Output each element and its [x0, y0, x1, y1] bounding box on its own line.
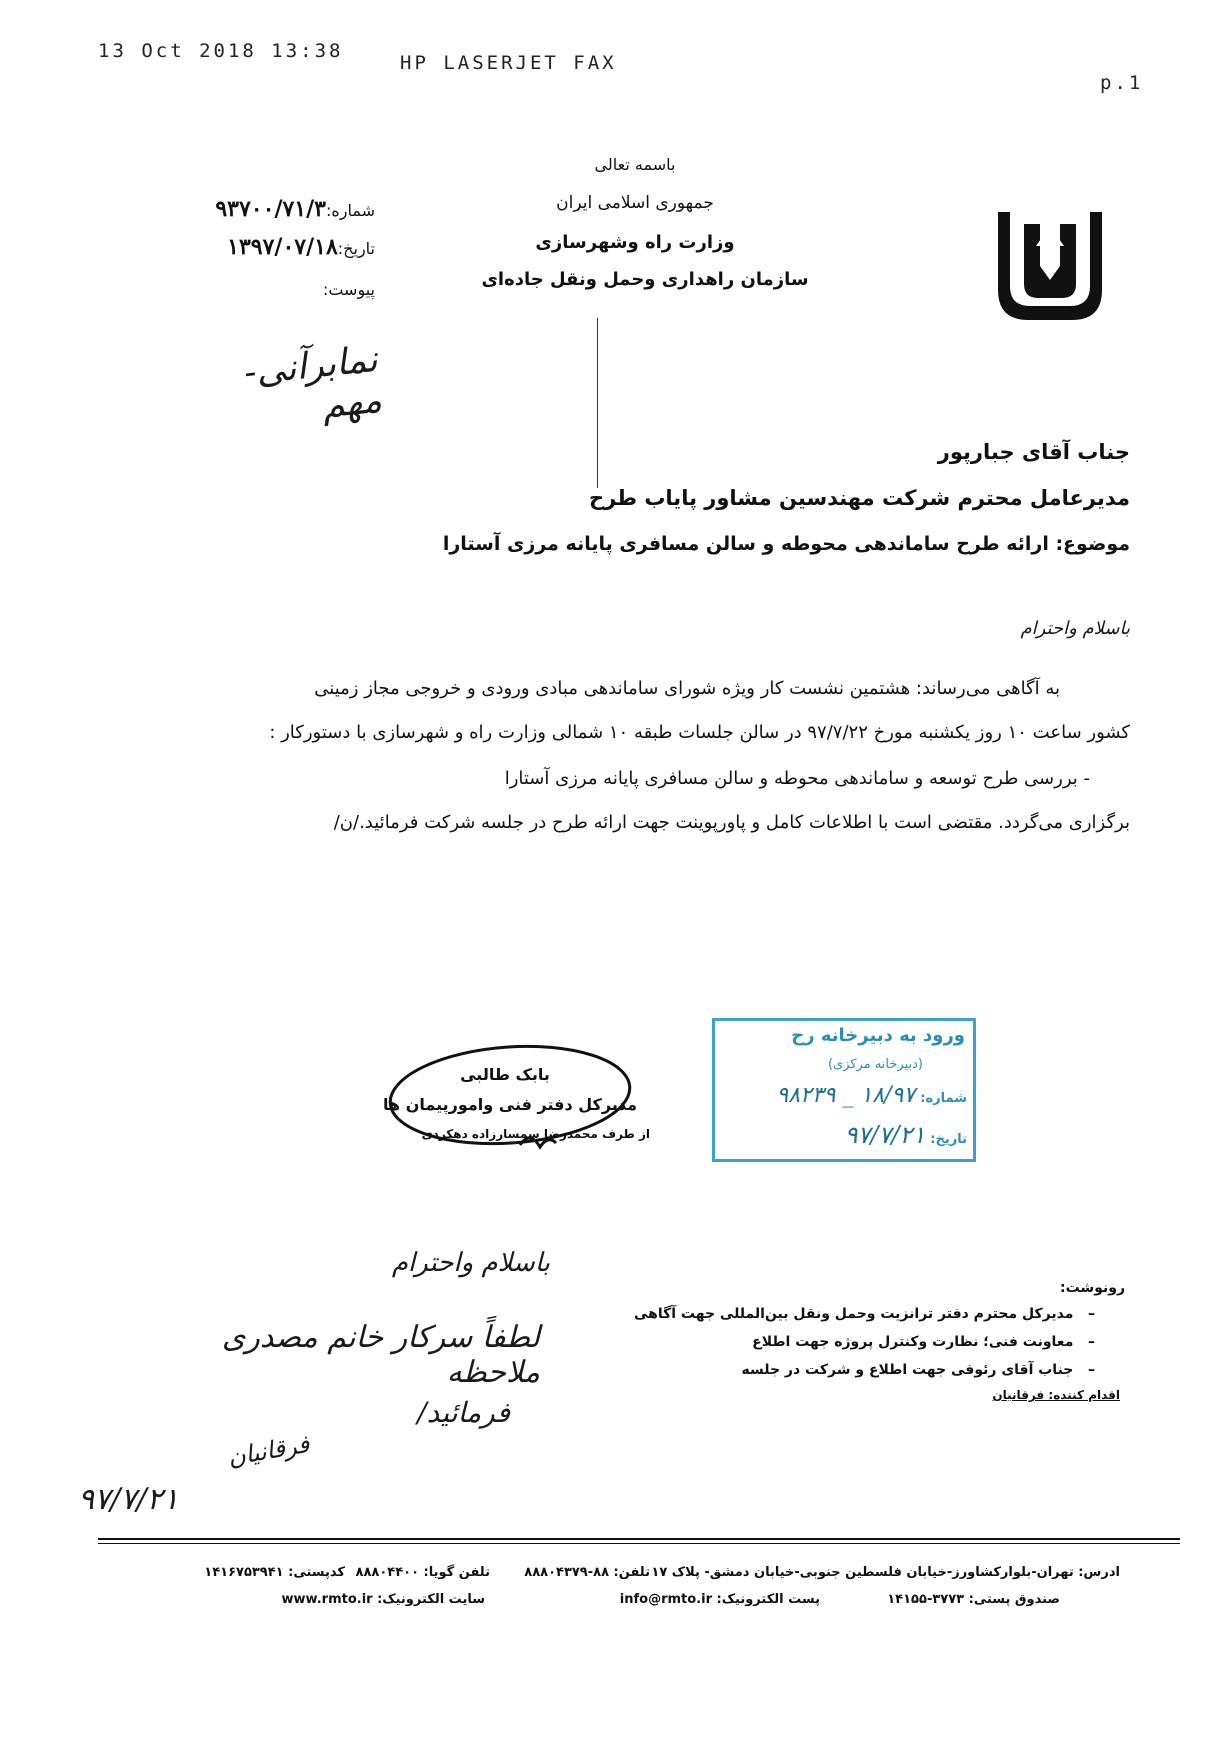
- rmto-logo: [990, 206, 1110, 326]
- stamp-number-value: ۱۸/۹۷ _ ۹۸۲۳۹: [776, 1083, 916, 1108]
- cc-item-text: جناب آقای رئوفی جهت اطلاع و شرکت در جلسه: [741, 1362, 1074, 1378]
- footer-address: ادرس: تهران-بلوارکشاورز-خیابان فلسطین جنوبی-خیابان دمشق- پلاک ۱۷: [651, 1565, 1120, 1580]
- cc-item-text: معاونت فنی؛ نظارت وکنترل پروژه جهت اطلاع: [752, 1334, 1074, 1350]
- footer-email[interactable]: پست الکترونیک: info@rmto.ir: [619, 1592, 820, 1607]
- cc-block: [600, 1280, 1125, 1402]
- footer-rule-thin: [98, 1543, 1180, 1544]
- stamp-number-label: شماره:: [920, 1091, 967, 1106]
- recipient-title: مدیرعامل محترم شرکت مهندسین مشاور پایاب طرح: [589, 486, 1130, 510]
- body-line-2: کشور ساعت ۱۰ روز یکشنبه مورخ ۹۷/۷/۲۲ در سالن جلسات طبقه ۱۰ شمالی وزارت راه و شهرسازی با دستورکار :: [269, 722, 1130, 743]
- letterhead-invocation: باسمه تعالی: [594, 155, 676, 174]
- body-line-1: به آگاهی می‌رساند: هشتمین نشست کار ویژه شورای ساماندهی مبادی ورودی و خروجی مجاز زمینی: [314, 678, 1060, 699]
- signature-title: مدیرکل دفتر فنی وامورپیمان ها: [383, 1095, 637, 1114]
- body-bullet: - بررسی طرح توسعه و ساماندهی محوطه و سالن مسافری پایانه مرزی آستارا: [504, 768, 1090, 789]
- fax-page-number: p.1: [1100, 72, 1144, 94]
- footer-phone-voice: تلفن گویا: ۸۸۸۰۴۴۰۰: [355, 1565, 490, 1580]
- signature-name: بابک طالبی: [460, 1065, 550, 1084]
- stamp-date-value: ۹۷/۷/۲۱: [844, 1121, 926, 1149]
- letterhead-organization: سازمان راهداری وحمل ونقل جاده‌ای: [481, 269, 809, 290]
- handwritten-greeting: باسلام واحترام: [391, 1248, 550, 1278]
- handwritten-date: ۹۷/۷/۲۱: [78, 1482, 179, 1517]
- cc-item: – جناب آقای رئوفی جهت اطلاع و شرکت در جلسه: [741, 1362, 1095, 1378]
- cc-item-text: مدیرکل محترم دفتر ترانزیت وحمل ونقل بین‌المللی جهت آگاهی: [633, 1306, 1074, 1322]
- stamp-date: [717, 1121, 967, 1149]
- meta-date-label: تاریخ:: [337, 239, 375, 258]
- stamp-date-label: تاریخ:: [930, 1132, 967, 1147]
- footer-rule: [98, 1538, 1180, 1540]
- recipient-name: جناب آقای جبارپور: [937, 440, 1130, 464]
- letterhead-country: جمهوری اسلامی ایران: [556, 193, 714, 213]
- meta-number-label: شماره:: [325, 201, 375, 220]
- handwritten-signer: فرقانیان: [225, 1429, 312, 1472]
- signature-block: [370, 1035, 650, 1155]
- fax-timestamp: 13 Oct 2018 13:38: [98, 40, 344, 62]
- letterhead-ministry: وزارت راه وشهرسازی: [535, 232, 735, 253]
- handwritten-instruction: لطفاً سرکار خانم مصدری ملاحظه: [221, 1320, 540, 1390]
- stamp-number: [717, 1083, 967, 1108]
- handwritten-farmaeed: فرمائید/: [417, 1396, 510, 1429]
- signature-behalf: از طرف محمدرضا سمسارزاده دهکردی: [421, 1127, 650, 1141]
- meta-date-value: ۱۳۹۷/۰۷/۱۸: [227, 234, 338, 260]
- meta-number-value: ۹۳۷۰۰/۷۱/۳: [215, 196, 326, 222]
- cc-item: – مدیرکل محترم دفتر ترانزیت وحمل ونقل بین‌المللی جهت آگاهی: [633, 1306, 1095, 1322]
- received-stamp: [712, 1018, 976, 1162]
- cc-action: اقدام کننده: فرقانیان: [992, 1388, 1120, 1402]
- fax-machine: HP LASERJET FAX: [400, 52, 617, 74]
- footer-postal-code: کدپستی: ۱۴۱۶۷۵۳۹۴۱: [204, 1565, 345, 1580]
- footer-po-box: صندوق پستی: ۳۷۷۳-۱۴۱۵۵: [887, 1592, 1060, 1607]
- cc-title: رونوشت:: [1060, 1280, 1125, 1296]
- stamp-title: ورود به دبیرخانه رح: [791, 1025, 965, 1046]
- meta-number: [180, 196, 375, 222]
- cc-item: – معاونت فنی؛ نظارت وکنترل پروژه جهت اطلاع: [752, 1334, 1095, 1350]
- header-divider: [597, 318, 598, 488]
- body-line-3: برگزاری می‌گردد. مقتضی است با اطلاعات کامل و پاورپوینت جهت ارائه طرح در جلسه شرکت فرمائید./ن/: [333, 812, 1130, 833]
- footer-website[interactable]: سایت الکترونیک: www.rmto.ir: [281, 1592, 485, 1607]
- greeting: باسلام واحترام: [1020, 618, 1130, 639]
- handwritten-urgent-note: نمابرآنی- مهم: [242, 338, 384, 427]
- meta-attachment-label: پیوست:: [322, 280, 375, 299]
- footer-phone: تلفن: ۸۸-۸۸۸۰۴۳۷۹: [524, 1565, 650, 1580]
- subject-line: موضوع: ارائه طرح ساماندهی محوطه و سالن مسافری پایانه مرزی آستارا: [442, 533, 1130, 555]
- stamp-subtitle: (دبیرخانه مرکزی): [827, 1057, 923, 1072]
- meta-date: [180, 234, 375, 260]
